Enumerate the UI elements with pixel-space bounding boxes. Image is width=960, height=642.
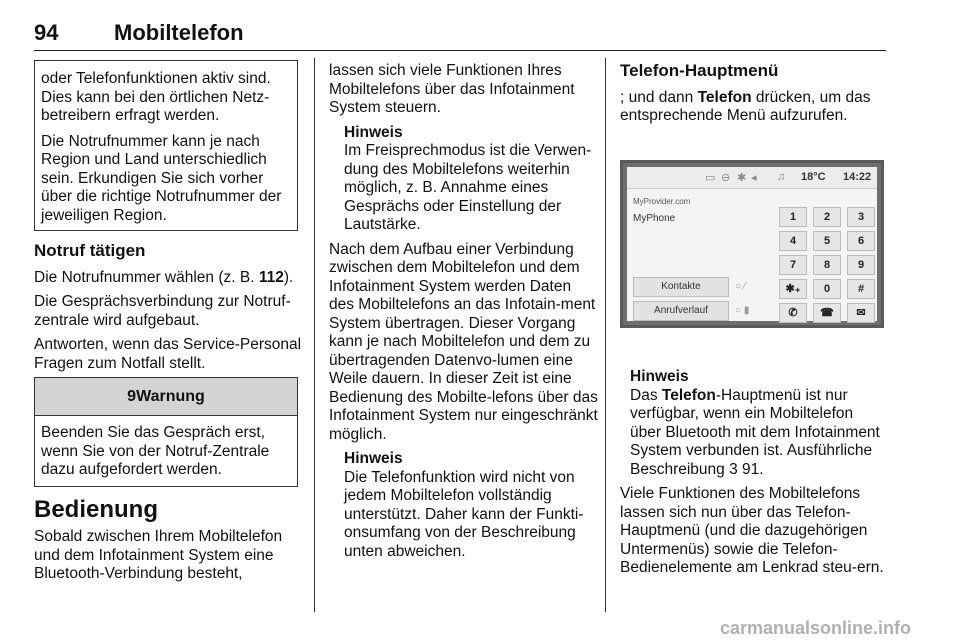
warning-box	[34, 377, 298, 487]
paragraph-connection: Die Gesprächsverbindung zur Notruf-zentrale wird aufgebaut.	[34, 293, 291, 329]
call-icon[interactable]: ✆	[779, 303, 807, 323]
paragraph-dial: Die Notrufnummer wählen (z. B. 112).	[34, 268, 294, 286]
clock-readout: 14:22	[843, 171, 872, 183]
keypad-key[interactable]: 1	[779, 207, 807, 227]
keypad-key[interactable]: 0	[813, 279, 841, 299]
keypad-key[interactable]: 6	[847, 231, 875, 251]
column-3-top	[620, 62, 888, 132]
column-3-bottom	[620, 368, 888, 584]
keypad-key[interactable]: 4	[779, 231, 807, 251]
hint-text: Die Telefonfunktion wird nicht von jedem Mobiltelefon vollständig unterstützt. Daher kann der Funkti-onsumfang von der Beschreibung unten abweichen.	[344, 468, 584, 560]
music-icon: ♫	[777, 171, 786, 183]
keypad-key[interactable]: 5	[813, 231, 841, 251]
paragraph-bluetooth: Sobald zwischen Ihrem Mobiltelefon und dem Infotainment System eine Bluetooth-Verbindung besteht,	[34, 528, 283, 582]
warning-icon: 9	[127, 388, 137, 405]
hint-phone-menu	[620, 368, 888, 479]
contacts-button[interactable]: Kontakte	[633, 277, 729, 297]
hint-title: Hinweis	[344, 450, 403, 467]
section-heading-bedienung: Bedienung	[34, 496, 158, 523]
keypad-key[interactable]: 9	[847, 255, 875, 275]
status-bar	[627, 167, 877, 189]
keypad-key[interactable]: ✱₊	[779, 279, 807, 299]
voicemail-icon[interactable]: ✉	[847, 303, 875, 323]
temperature-readout: 18°C	[801, 171, 826, 183]
notice-paragraph-1: oder Telefonfunktionen aktiv sind. Dies kann bei den örtlichen Netz-betreibern erfragt werden.	[41, 70, 271, 124]
notice-paragraph-2: Die Notrufnummer kann je nach Region und Land unterschiedlich sein. Erkundigen Sie sich vorher über die richtige Notrufnummer der jeweiligen Region.	[41, 132, 282, 224]
page-header	[34, 20, 886, 48]
keypad-key[interactable]: 3	[847, 207, 875, 227]
warning-header: 9Warnung	[35, 378, 297, 416]
paragraph-steering-controls: Viele Funktionen des Mobiltelefons lassen sich nun über das Telefon-Hauptmenü (und die dazugehörigen Untermenüs) sowie die Telefon-Bedienelemente am Lenkrad steu-ern.	[620, 485, 884, 576]
page-number: 94	[34, 20, 59, 45]
paragraph-data-transfer: Nach dem Aufbau einer Verbindung zwischen dem Mobiltelefon und dem Infotainment System werden Daten des Mobiltelefons an das Infotain-ment System übertragen. Dieser Vorgang kann je nach Mobiltelefon und dem zu übertragenden Datenvo-lumen eine Weile dauern. In dieser Zeit ist eine Bedienung des Mobilte-lefons über das Infotainment System nur eingeschränkt möglich.	[329, 240, 598, 443]
hint-title: Hinweis	[344, 123, 403, 141]
hint-function-support	[329, 450, 599, 561]
hint-handsfree	[329, 124, 599, 235]
hangup-icon[interactable]: ☎	[813, 303, 841, 323]
bluetooth-icon: ✱	[737, 172, 747, 184]
mic-mute-icon: ○ ⁄	[735, 281, 746, 292]
signal-icon: ▭	[705, 172, 716, 184]
column-1-bottom	[34, 496, 302, 590]
keypad-key[interactable]: 2	[813, 207, 841, 227]
column-divider-2	[605, 58, 606, 612]
notice-box	[34, 60, 298, 231]
page-reference-icon: 3	[729, 460, 738, 478]
keypad-key[interactable]: 7	[779, 255, 807, 275]
paragraph-functions: lassen sich viele Funktionen Ihres Mobiltelefons über das Infotainment System steuern.	[329, 62, 575, 116]
section-heading-telefon: Telefon-Hauptmenü	[620, 61, 779, 80]
call-log-button[interactable]: Anrufverlauf	[633, 301, 729, 321]
speaker-icon: ○ ▮	[735, 305, 750, 316]
hint-text: Das Telefon-Hauptmenü ist nur verfügbar, wenn ein Mobiltelefon über Bluetooth mit dem Infotainment System verbunden ist. Ausführliche Beschreibung 3 91.	[630, 386, 880, 478]
header-rule	[34, 50, 886, 51]
phone-name-label: MyPhone	[633, 213, 676, 224]
home-icon: ;	[620, 88, 625, 106]
column-divider-1	[314, 58, 315, 612]
watermark: carmanualsonline.info	[720, 618, 912, 638]
keypad-key[interactable]: #	[847, 279, 875, 299]
page-title: Mobiltelefon	[114, 20, 244, 45]
mute-icon: ⊖	[721, 172, 731, 184]
provider-label: MyProvider.com	[633, 197, 691, 206]
phone-menu-screenshot	[620, 160, 884, 328]
paragraph-answer: Antworten, wenn das Service-Personal Fragen zum Notfall stellt.	[34, 336, 302, 372]
column-2-body	[329, 62, 599, 561]
warning-text: Beenden Sie das Gespräch erst, wenn Sie von der Notruf-Zentrale dazu aufgefordert werden.	[41, 424, 270, 478]
hint-text: Im Freisprechmodus ist die Verwen-dung des Mobiltelefons weiterhin möglich, z. B. Annahme eines Gesprächs oder Einstellung der Lautstärke.	[344, 142, 592, 233]
keypad-key[interactable]: 8	[813, 255, 841, 275]
column-1-body	[34, 242, 302, 379]
volume-icon: ◂	[751, 172, 757, 184]
hint-title: Hinweis	[630, 368, 689, 385]
section-heading-notruf: Notruf tätigen	[34, 241, 146, 260]
paragraph-open-menu: ; und dann Telefon drücken, um das entsprechende Menü aufzurufen.	[620, 88, 871, 124]
